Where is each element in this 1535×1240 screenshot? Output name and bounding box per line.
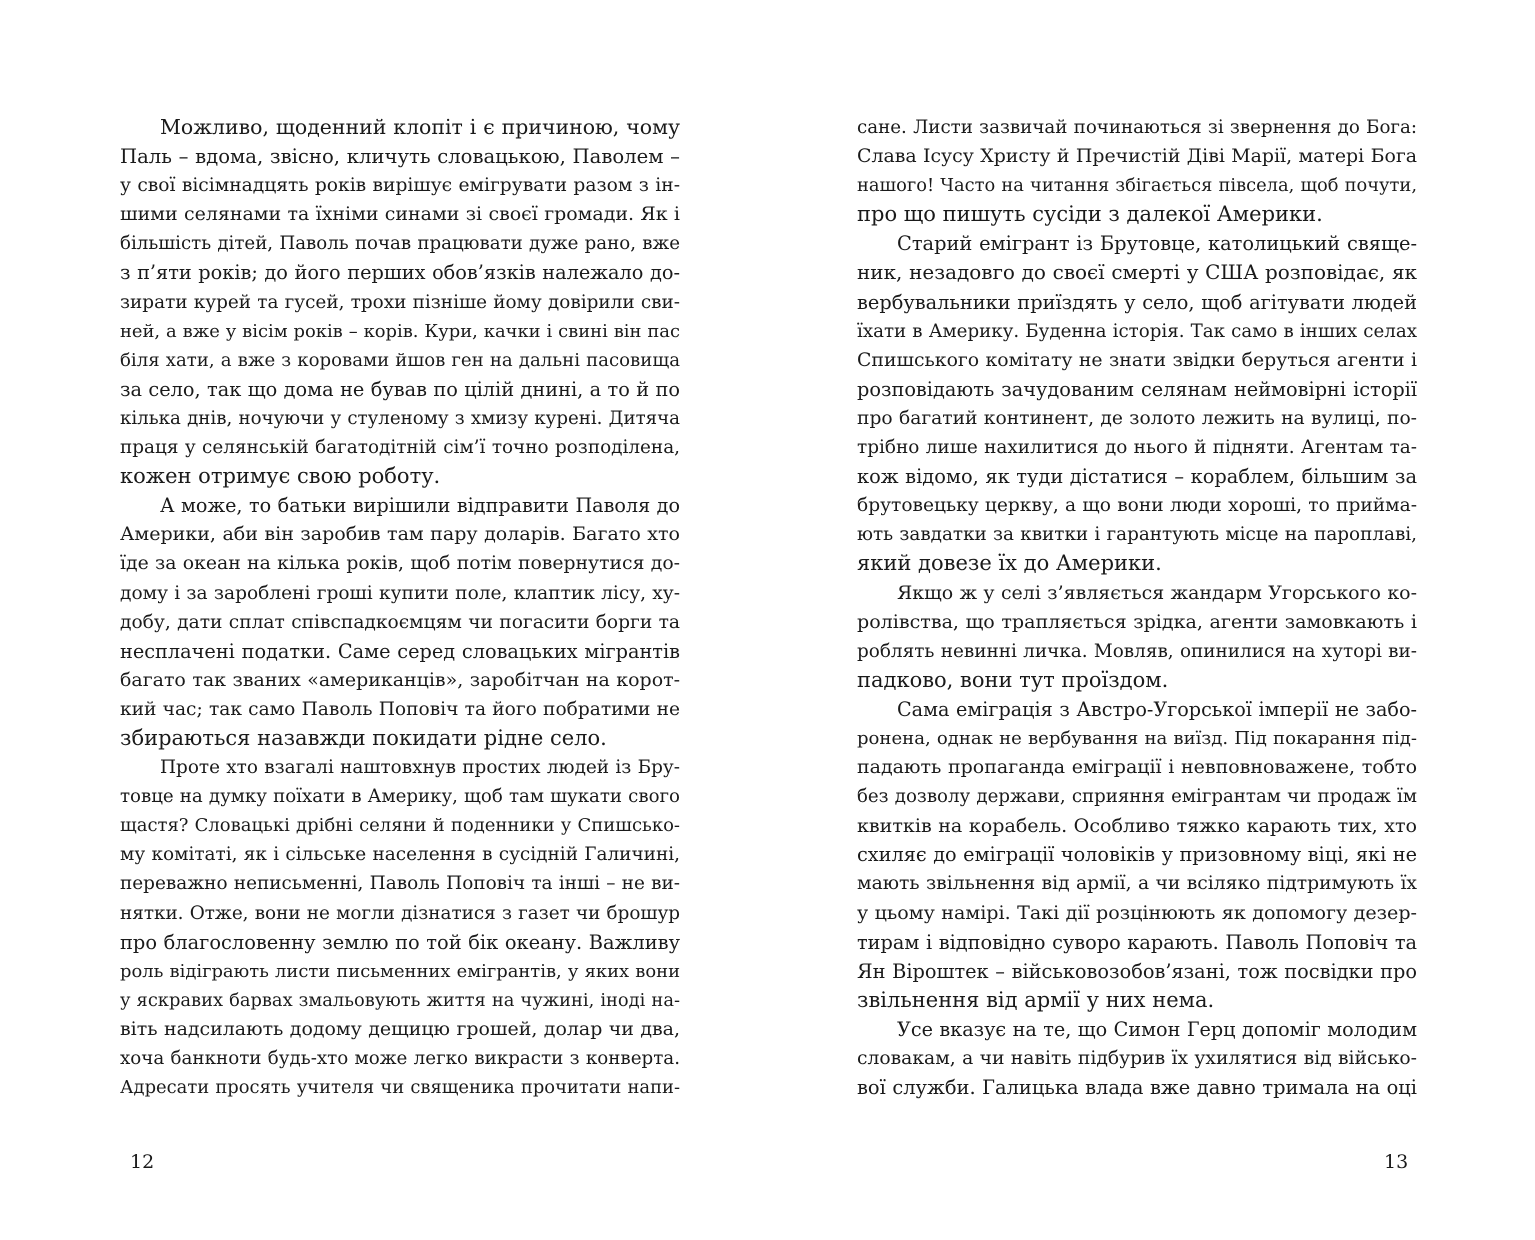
text-line: Ян Віроштек – військовозобов’язані, тож посвідки про — [857, 959, 1417, 983]
text-line: шими селянами та їхніми синами зі своєї громади. Як і — [120, 203, 680, 226]
text-line: ють завдатки за квитки і гарантують місце на пароплаві, — [857, 524, 1417, 546]
text-line: роблять невинні личка. Мовляв, опинилися на хуторі ви- — [857, 640, 1417, 662]
text-line: ник, незадовго до своєї смерті у США розповідає, як — [857, 260, 1417, 285]
text-line: Можливо, щоденний клопіт і є причиною, чому — [160, 115, 680, 139]
text-line: кілька днів, ночуючи у стуленому з хмизу курені. Дитяча — [120, 407, 680, 429]
text-line: без дозволу держави, сприяння емігрантам чи продаж їм — [857, 786, 1417, 808]
text-line: кожен отримує свою роботу. — [120, 464, 441, 489]
text-line: ней, а вже у вісім років – корів. Кури, качки і свині він пас — [120, 320, 680, 342]
text-line: А може, то батьки вирішили відправити Паволя до — [160, 494, 680, 518]
text-line: Проте хто взагалі наштовхнув простих людей із Бру- — [160, 757, 680, 779]
text-line: за село, так що дома не бував по цілій днині, а то й по — [120, 377, 680, 401]
text-line: Слава Ісусу Христу й Пречистій Діві Марії, матері Бога — [857, 145, 1417, 168]
text-line: у свої вісімнадцять років вирішує емігрувати разом з ін- — [120, 175, 680, 197]
text-line: схиляє до еміграції чоловіків у призовному віці, які не — [857, 843, 1417, 867]
page-number: 12 — [130, 1151, 155, 1173]
text-line: їде за океан на кілька років, щоб потім повернутися до- — [120, 553, 680, 575]
text-line: словакам, а чи навіть підбурив їх ухилятися від військо- — [857, 1048, 1417, 1069]
text-line: у цьому намірі. Такі дії розцінюють як допомогу дезер- — [857, 901, 1417, 924]
text-line: добу, дати сплат співспадкоємцям чи погасити борги та — [120, 611, 680, 633]
text-line: брутовецьку церкву, а що вони люди хороші, то прийма- — [857, 495, 1417, 517]
text-line: мають звільнення від армії, а чи всіляко підтримують їх — [857, 873, 1417, 895]
page-number: 13 — [1384, 1151, 1409, 1173]
text-line: ронена, однак не вербування на виїзд. Під покарання під- — [857, 727, 1417, 749]
text-line: Усе вказує на те, що Симон Герц допоміг молодим — [897, 1017, 1417, 1041]
text-line: звільнення від армії у них нема. — [857, 987, 1215, 1012]
text-line: хоча банкноти будь-хто може легко викрасти з конверта. — [120, 1048, 680, 1069]
text-line: нашого! Часто на читання збігається півсела, щоб почути, — [857, 175, 1417, 197]
text-line: Паль – вдома, звісно, кличуть словацькою, Паволем – — [120, 145, 680, 169]
text-line: падково, вони тут проїздом. — [857, 667, 1169, 692]
text-line: про благословенну землю по той бік океану. Важливу — [120, 930, 680, 954]
text-line: більшість дітей, Паволь почав працювати дуже рано, вже — [120, 233, 680, 255]
text-line: їхати в Америку. Буденна історія. Так само в інших селах — [857, 320, 1417, 342]
text-line: Сама еміграція з Австро-Угорської імперії не забо- — [897, 697, 1417, 721]
text-line: біля хати, а вже з коровами йшов ген на дальні пасовища — [120, 349, 680, 371]
text-line: з п’яти років; до його перших обов’язків належало до- — [120, 261, 680, 285]
text-line: ролівства, що трапляється зрідка, агенти замовкають і — [857, 610, 1417, 633]
right-page — [768, 0, 1535, 1240]
text-line: Адресати просять учителя чи священика прочитати напи- — [120, 1077, 680, 1099]
text-line: кож відомо, як туди дістатися – кораблем, більшим за — [857, 465, 1417, 489]
left-page-text — [120, 113, 680, 1102]
text-line: кий час; так само Паволь Поповіч та його побратими не — [120, 698, 680, 720]
text-line: Старий емігрант із Брутовце, католицький свяще- — [897, 232, 1417, 256]
text-line: квитків на корабель. Особливо тяжко карають тих, хто — [857, 814, 1417, 838]
text-line: розповідають зачудованим селянам неймовірні історії — [857, 377, 1417, 401]
text-line: багато так званих «американців», заробітчан на корот- — [120, 668, 680, 691]
text-line: му комітаті, як і сільське населення в сусідній Галичині, — [120, 844, 680, 866]
text-line: у яскравих барвах змальовують життя на чужині, іноді на- — [120, 989, 680, 1011]
text-line: щастя? Словацькі дрібні селяни й поденники у Спишсько- — [120, 815, 680, 837]
text-line: зирати курей та гусей, трохи пізніше йому довірили сви- — [120, 291, 680, 313]
text-line: праця у селянській багатодітній сім’ї точно розподілена, — [120, 437, 680, 459]
text-line: про багатий континент, де золото лежить на вулиці, по- — [857, 407, 1417, 429]
text-line: віть надсилають додому дещицю грошей, долар чи два, — [120, 1017, 680, 1040]
text-line: дому і за зароблені гроші купити поле, клаптик лісу, ху- — [120, 582, 680, 604]
text-line: вербувальники приїздять у село, щоб агітувати людей — [857, 290, 1417, 314]
text-line: який довезе їх до Америки. — [857, 551, 1162, 576]
text-line: вої служби. Галицька влада вже давно тримала на оці — [857, 1076, 1417, 1100]
text-line: трібно лише нахилитися до нього й підняти. Агентам та- — [857, 437, 1417, 459]
text-line: нятки. Отже, вони не могли дізнатися з газет чи брошур — [120, 902, 680, 924]
text-line: переважно неписьменні, Паволь Поповіч та інші – не ви- — [120, 873, 680, 895]
text-line: падають пропаганда еміграції і невповноважене, тобто — [857, 756, 1417, 779]
text-line: несплачені податки. Саме серед словацьких мігрантів — [120, 639, 680, 663]
text-line: сане. Листи зазвичай починаються зі звернення до Бога: — [857, 117, 1417, 138]
text-line: про що пишуть сусіди з далекої Америки. — [857, 202, 1323, 227]
text-line: товце на думку поїхати в Америку, щоб там шукати свого — [120, 786, 680, 808]
text-line: Спишського комітату не знати звідки беруться агенти і — [857, 349, 1417, 371]
text-line: Якщо ж у селі з’являється жандарм Угорського ко- — [897, 581, 1417, 604]
text-line: збираються назавжди покидати рідне село. — [120, 725, 607, 750]
text-line: Америки, аби він заробив там пару доларів. Багато хто — [120, 523, 680, 546]
text-line: тирам і відповідно суворо карають. Паволь Поповіч та — [857, 930, 1417, 954]
right-page-text — [857, 113, 1417, 1102]
text-line: роль відіграють листи письменних емігрантів, у яких вони — [120, 960, 680, 982]
